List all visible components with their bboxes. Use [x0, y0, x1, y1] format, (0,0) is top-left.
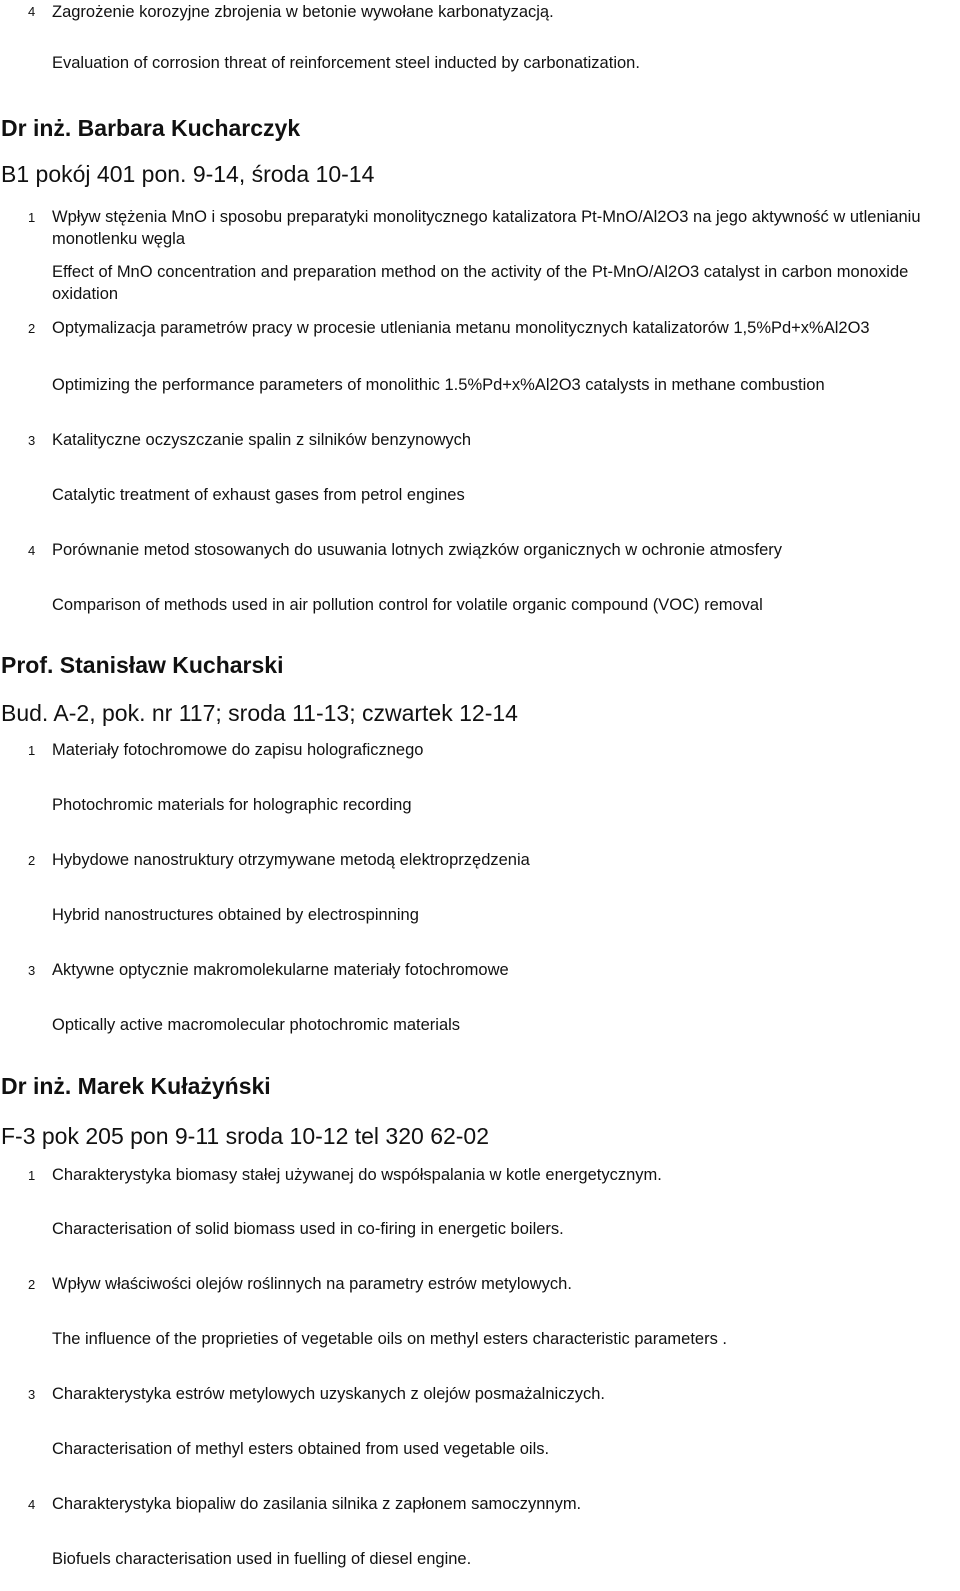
topic-number: 4: [28, 4, 36, 19]
topic-number: 4: [28, 543, 36, 558]
topic-english-title: Characterisation of solid biomass used in co-firing in energetic boilers.: [52, 1220, 564, 1238]
topic-polish-title: Wpływ właściwości olejów roślinnych na parametry estrów metylowych.: [52, 1275, 572, 1293]
topic-english-title: Comparison of methods used in air pollution control for volatile organic compound (VOC) removal: [52, 596, 763, 614]
topic-english-title: Characterisation of methyl esters obtained from used vegetable oils.: [52, 1440, 550, 1458]
topic-number: 1: [28, 210, 36, 225]
topic-number: 3: [28, 433, 36, 448]
topic-polish-title: Zagrożenie korozyjne zbrojenia w betonie wywołane karbonatyzacją.: [52, 3, 554, 21]
topic-polish-title: Optymalizacja parametrów pracy w procesie utleniania metanu monolitycznych katalizatorów 1,5%Pd+x%Al2O3: [52, 319, 870, 337]
topic-number: 3: [28, 963, 36, 978]
topic-number: 2: [28, 1277, 36, 1292]
topic-polish-title: Porównanie metod stosowanych do usuwania lotnych związków organicznych w ochronie atmosfery: [52, 541, 783, 559]
topic-english-title: Photochromic materials for holographic recording: [52, 796, 412, 814]
supervisor-office-hours: F-3 pok 205 pon 9-11 sroda 10-12 tel 320 62-02: [1, 1123, 490, 1149]
topic-polish-title: Hybydowe nanostruktury otrzymywane metodą elektroprzędzenia: [52, 851, 530, 869]
topic-number: 2: [28, 853, 36, 868]
supervisor-office-hours: Bud. A-2, pok. nr 117; sroda 11-13; czwartek 12-14: [1, 700, 518, 726]
topic-number: 3: [28, 1387, 36, 1402]
topic-polish-title: Charakterystyka estrów metylowych uzyskanych z olejów posmażalniczych.: [52, 1385, 605, 1403]
topic-number: 1: [28, 743, 36, 758]
topic-english-title: Optimizing the performance parameters of monolithic 1.5%Pd+x%Al2O3 catalysts in methane combustion: [52, 376, 825, 394]
topic-polish-title: Materiały fotochromowe do zapisu holograficznego: [52, 741, 424, 759]
topic-number: 4: [28, 1497, 36, 1512]
topic-polish-title: Charakterystyka biomasy stałej używanej do współspalania w kotle energetycznym.: [52, 1166, 662, 1184]
topic-english-title: The influence of the proprieties of vegetable oils on methyl esters characteristic parameters .: [52, 1330, 728, 1348]
topic-english-title: Hybrid nanostructures obtained by electrospinning: [52, 906, 419, 924]
topic-english-title: Catalytic treatment of exhaust gases from petrol engines: [52, 486, 465, 504]
topic-english-title: Evaluation of corrosion threat of reinforcement steel inducted by carbonatization.: [52, 54, 640, 72]
supervisor-office-hours: B1 pokój 401 pon. 9-14, środa 10-14: [1, 161, 375, 187]
topic-number: 1: [28, 1168, 36, 1183]
topic-english-title: Optically active macromolecular photochromic materials: [52, 1016, 461, 1034]
topic-english-title: Biofuels characterisation used in fuelling of diesel engine.: [52, 1550, 472, 1568]
topic-polish-title: Aktywne optycznie makromolekularne materiały fotochromowe: [52, 961, 509, 979]
topic-polish-title: Wpływ stężenia MnO i sposobu preparatyki monolitycznego katalizatora Pt-MnO/Al2O3 na jego aktywność w utlenianiu monotlenku węgla: [52, 208, 921, 248]
supervisor-name: Dr inż. Barbara Kucharczyk: [1, 115, 301, 141]
topic-number: 2: [28, 321, 36, 336]
topic-polish-title: Katalityczne oczyszczanie spalin z silników benzynowych: [52, 431, 472, 449]
topic-english-title: Effect of MnO concentration and preparation method on the activity of the Pt-MnO/Al2O3 catalyst in carbon monoxide oxidation: [52, 263, 909, 303]
topic-polish-title: Charakterystyka biopaliw do zasilania silnika z zapłonem samoczynnym.: [52, 1495, 582, 1513]
supervisor-name: Prof. Stanisław Kucharski: [1, 652, 284, 678]
supervisor-name: Dr inż. Marek Kułażyński: [1, 1073, 271, 1099]
